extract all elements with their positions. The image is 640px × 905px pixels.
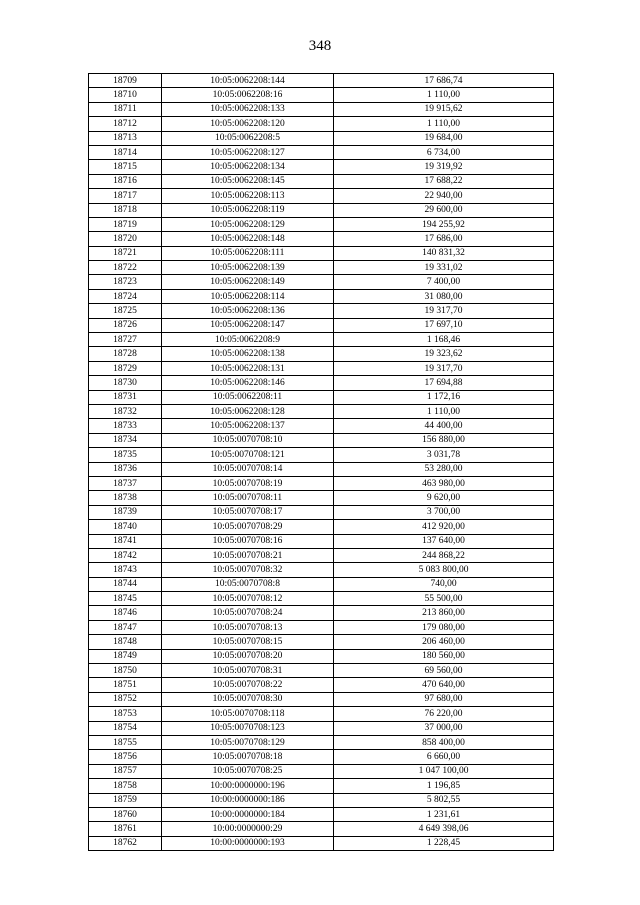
cadastral-number-cell: 10:05:0070708:10 <box>162 433 334 447</box>
table-row <box>89 577 554 591</box>
row-number-cell: 18742 <box>89 548 162 562</box>
table-row <box>89 750 554 764</box>
table-row <box>89 404 554 418</box>
table-row <box>89 390 554 404</box>
value-cell: 19 317,70 <box>334 304 554 318</box>
table-row <box>89 174 554 188</box>
row-number-cell: 18733 <box>89 419 162 433</box>
table-row <box>89 88 554 102</box>
cadastral-number-cell: 10:05:0062208:114 <box>162 289 334 303</box>
table-row <box>89 635 554 649</box>
value-cell: 1 231,61 <box>334 807 554 821</box>
cadastral-number-cell: 10:05:0062208:9 <box>162 333 334 347</box>
row-number-cell: 18732 <box>89 404 162 418</box>
cadastral-number-cell: 10:05:0070708:29 <box>162 520 334 534</box>
value-cell: 37 000,00 <box>334 721 554 735</box>
value-cell: 1 168,46 <box>334 333 554 347</box>
table-row <box>89 721 554 735</box>
cadastral-number-cell: 10:05:0070708:15 <box>162 635 334 649</box>
row-number-cell: 18752 <box>89 692 162 706</box>
row-number-cell: 18716 <box>89 174 162 188</box>
row-number-cell: 18713 <box>89 131 162 145</box>
cadastral-number-cell: 10:05:0062208:137 <box>162 419 334 433</box>
cadastral-number-cell: 10:05:0070708:118 <box>162 707 334 721</box>
cadastral-number-cell: 10:00:0000000:184 <box>162 807 334 821</box>
row-number-cell: 18743 <box>89 563 162 577</box>
value-cell: 858 400,00 <box>334 735 554 749</box>
row-number-cell: 18736 <box>89 462 162 476</box>
cadastral-number-cell: 10:05:0062208:113 <box>162 189 334 203</box>
table-row <box>89 620 554 634</box>
table-row <box>89 433 554 447</box>
row-number-cell: 18727 <box>89 333 162 347</box>
table-row <box>89 304 554 318</box>
table-row <box>89 102 554 116</box>
value-cell: 19 915,62 <box>334 102 554 116</box>
value-cell: 180 560,00 <box>334 649 554 663</box>
row-number-cell: 18760 <box>89 807 162 821</box>
value-cell: 55 500,00 <box>334 592 554 606</box>
cadastral-number-cell: 10:05:0070708:16 <box>162 534 334 548</box>
row-number-cell: 18735 <box>89 448 162 462</box>
row-number-cell: 18720 <box>89 232 162 246</box>
table-row <box>89 836 554 850</box>
cadastral-number-cell: 10:05:0062208:5 <box>162 131 334 145</box>
cadastral-number-cell: 10:05:0070708:121 <box>162 448 334 462</box>
value-cell: 3 700,00 <box>334 505 554 519</box>
value-cell: 740,00 <box>334 577 554 591</box>
value-cell: 463 980,00 <box>334 476 554 490</box>
cadastral-number-cell: 10:05:0062208:145 <box>162 174 334 188</box>
cadastral-number-cell: 10:05:0070708:8 <box>162 577 334 591</box>
cadastral-number-cell: 10:05:0062208:16 <box>162 88 334 102</box>
value-cell: 7 400,00 <box>334 275 554 289</box>
table-row <box>89 203 554 217</box>
row-number-cell: 18753 <box>89 707 162 721</box>
cadastral-number-cell: 10:05:0062208:129 <box>162 217 334 231</box>
value-cell: 1 110,00 <box>334 117 554 131</box>
value-cell: 140 831,32 <box>334 246 554 260</box>
table-row <box>89 764 554 778</box>
value-cell: 19 684,00 <box>334 131 554 145</box>
cadastral-number-cell: 10:00:0000000:193 <box>162 836 334 850</box>
table-body <box>89 74 554 851</box>
cadastral-number-cell: 10:05:0062208:148 <box>162 232 334 246</box>
row-number-cell: 18726 <box>89 318 162 332</box>
row-number-cell: 18759 <box>89 793 162 807</box>
table-row <box>89 74 554 88</box>
table-row <box>89 707 554 721</box>
row-number-cell: 18744 <box>89 577 162 591</box>
row-number-cell: 18728 <box>89 347 162 361</box>
value-cell: 22 940,00 <box>334 189 554 203</box>
table-row <box>89 563 554 577</box>
row-number-cell: 18709 <box>89 74 162 88</box>
cadastral-number-cell: 10:05:0070708:22 <box>162 678 334 692</box>
value-cell: 19 319,92 <box>334 160 554 174</box>
cadastral-number-cell: 10:05:0062208:119 <box>162 203 334 217</box>
value-cell: 194 255,92 <box>334 217 554 231</box>
cadastral-number-cell: 10:05:0062208:134 <box>162 160 334 174</box>
cadastral-number-cell: 10:05:0070708:32 <box>162 563 334 577</box>
table-row <box>89 347 554 361</box>
cadastral-number-cell: 10:05:0062208:139 <box>162 261 334 275</box>
value-cell: 1 228,45 <box>334 836 554 850</box>
row-number-cell: 18757 <box>89 764 162 778</box>
row-number-cell: 18730 <box>89 376 162 390</box>
data-table <box>88 73 554 851</box>
value-cell: 31 080,00 <box>334 289 554 303</box>
table-row <box>89 361 554 375</box>
row-number-cell: 18747 <box>89 620 162 634</box>
table-row <box>89 491 554 505</box>
row-number-cell: 18725 <box>89 304 162 318</box>
value-cell: 17 694,88 <box>334 376 554 390</box>
cadastral-number-cell: 10:05:0062208:133 <box>162 102 334 116</box>
value-cell: 1 110,00 <box>334 88 554 102</box>
cadastral-number-cell: 10:00:0000000:186 <box>162 793 334 807</box>
value-cell: 6 734,00 <box>334 145 554 159</box>
value-cell: 3 031,78 <box>334 448 554 462</box>
row-number-cell: 18729 <box>89 361 162 375</box>
cadastral-number-cell: 10:05:0070708:19 <box>162 476 334 490</box>
cadastral-number-cell: 10:05:0070708:11 <box>162 491 334 505</box>
cadastral-number-cell: 10:05:0062208:128 <box>162 404 334 418</box>
table-row <box>89 189 554 203</box>
value-cell: 17 686,00 <box>334 232 554 246</box>
cadastral-number-cell: 10:05:0062208:146 <box>162 376 334 390</box>
table-row <box>89 592 554 606</box>
value-cell: 17 686,74 <box>334 74 554 88</box>
row-number-cell: 18721 <box>89 246 162 260</box>
table-row <box>89 145 554 159</box>
value-cell: 17 697,10 <box>334 318 554 332</box>
row-number-cell: 18746 <box>89 606 162 620</box>
row-number-cell: 18723 <box>89 275 162 289</box>
row-number-cell: 18724 <box>89 289 162 303</box>
table-row <box>89 376 554 390</box>
value-cell: 470 640,00 <box>334 678 554 692</box>
value-cell: 1 196,85 <box>334 779 554 793</box>
cadastral-number-cell: 10:05:0070708:17 <box>162 505 334 519</box>
row-number-cell: 18740 <box>89 520 162 534</box>
row-number-cell: 18754 <box>89 721 162 735</box>
cadastral-number-cell: 10:05:0062208:136 <box>162 304 334 318</box>
value-cell: 19 323,62 <box>334 347 554 361</box>
cadastral-number-cell: 10:05:0062208:11 <box>162 390 334 404</box>
value-cell: 156 880,00 <box>334 433 554 447</box>
table-row <box>89 735 554 749</box>
cadastral-number-cell: 10:05:0062208:138 <box>162 347 334 361</box>
table-row <box>89 333 554 347</box>
table-row <box>89 520 554 534</box>
cadastral-number-cell: 10:05:0070708:21 <box>162 548 334 562</box>
cadastral-number-cell: 10:05:0070708:129 <box>162 735 334 749</box>
row-number-cell: 18722 <box>89 261 162 275</box>
table-row <box>89 448 554 462</box>
cadastral-number-cell: 10:00:0000000:196 <box>162 779 334 793</box>
table-row <box>89 261 554 275</box>
table-row <box>89 462 554 476</box>
table-row <box>89 289 554 303</box>
cadastral-number-cell: 10:05:0070708:31 <box>162 664 334 678</box>
cadastral-number-cell: 10:00:0000000:29 <box>162 822 334 836</box>
row-number-cell: 18748 <box>89 635 162 649</box>
table-row <box>89 505 554 519</box>
value-cell: 244 868,22 <box>334 548 554 562</box>
table-row <box>89 649 554 663</box>
row-number-cell: 18751 <box>89 678 162 692</box>
table-row <box>89 534 554 548</box>
table-row <box>89 793 554 807</box>
cadastral-number-cell: 10:05:0070708:18 <box>162 750 334 764</box>
value-cell: 97 680,00 <box>334 692 554 706</box>
row-number-cell: 18714 <box>89 145 162 159</box>
table-row <box>89 275 554 289</box>
row-number-cell: 18734 <box>89 433 162 447</box>
row-number-cell: 18739 <box>89 505 162 519</box>
value-cell: 1 110,00 <box>334 404 554 418</box>
value-cell: 69 560,00 <box>334 664 554 678</box>
table-row <box>89 822 554 836</box>
table-row <box>89 779 554 793</box>
row-number-cell: 18755 <box>89 735 162 749</box>
row-number-cell: 18741 <box>89 534 162 548</box>
value-cell: 19 317,70 <box>334 361 554 375</box>
value-cell: 17 688,22 <box>334 174 554 188</box>
row-number-cell: 18711 <box>89 102 162 116</box>
value-cell: 5 083 800,00 <box>334 563 554 577</box>
page-number: 348 <box>308 38 332 54</box>
table-row <box>89 117 554 131</box>
cadastral-number-cell: 10:05:0070708:24 <box>162 606 334 620</box>
value-cell: 1 172,16 <box>334 390 554 404</box>
value-cell: 213 860,00 <box>334 606 554 620</box>
value-cell: 44 400,00 <box>334 419 554 433</box>
row-number-cell: 18738 <box>89 491 162 505</box>
row-number-cell: 18745 <box>89 592 162 606</box>
table-row <box>89 606 554 620</box>
row-number-cell: 18731 <box>89 390 162 404</box>
row-number-cell: 18719 <box>89 217 162 231</box>
table-row <box>89 476 554 490</box>
value-cell: 1 047 100,00 <box>334 764 554 778</box>
table-row <box>89 318 554 332</box>
value-cell: 206 460,00 <box>334 635 554 649</box>
row-number-cell: 18715 <box>89 160 162 174</box>
cadastral-number-cell: 10:05:0070708:13 <box>162 620 334 634</box>
row-number-cell: 18712 <box>89 117 162 131</box>
cadastral-number-cell: 10:05:0062208:131 <box>162 361 334 375</box>
cadastral-number-cell: 10:05:0070708:12 <box>162 592 334 606</box>
cadastral-number-cell: 10:05:0070708:123 <box>162 721 334 735</box>
table-row <box>89 160 554 174</box>
row-number-cell: 18756 <box>89 750 162 764</box>
row-number-cell: 18718 <box>89 203 162 217</box>
value-cell: 19 331,02 <box>334 261 554 275</box>
cadastral-number-cell: 10:05:0070708:30 <box>162 692 334 706</box>
row-number-cell: 18737 <box>89 476 162 490</box>
cadastral-number-cell: 10:05:0062208:149 <box>162 275 334 289</box>
value-cell: 53 280,00 <box>334 462 554 476</box>
value-cell: 29 600,00 <box>334 203 554 217</box>
cadastral-number-cell: 10:05:0062208:111 <box>162 246 334 260</box>
table-row <box>89 246 554 260</box>
cadastral-number-cell: 10:05:0062208:120 <box>162 117 334 131</box>
row-number-cell: 18717 <box>89 189 162 203</box>
cadastral-number-cell: 10:05:0070708:14 <box>162 462 334 476</box>
value-cell: 179 080,00 <box>334 620 554 634</box>
cadastral-number-cell: 10:05:0070708:20 <box>162 649 334 663</box>
table-row <box>89 807 554 821</box>
table-row <box>89 548 554 562</box>
cadastral-number-cell: 10:05:0062208:127 <box>162 145 334 159</box>
value-cell: 412 920,00 <box>334 520 554 534</box>
cadastral-number-cell: 10:05:0062208:144 <box>162 74 334 88</box>
cadastral-number-cell: 10:05:0062208:147 <box>162 318 334 332</box>
table-row <box>89 131 554 145</box>
row-number-cell: 18749 <box>89 649 162 663</box>
row-number-cell: 18762 <box>89 836 162 850</box>
row-number-cell: 18750 <box>89 664 162 678</box>
value-cell: 76 220,00 <box>334 707 554 721</box>
table-row <box>89 232 554 246</box>
table-row <box>89 664 554 678</box>
value-cell: 6 660,00 <box>334 750 554 764</box>
value-cell: 4 649 398,06 <box>334 822 554 836</box>
cadastral-number-cell: 10:05:0070708:25 <box>162 764 334 778</box>
value-cell: 5 802,55 <box>334 793 554 807</box>
row-number-cell: 18761 <box>89 822 162 836</box>
row-number-cell: 18758 <box>89 779 162 793</box>
value-cell: 9 620,00 <box>334 491 554 505</box>
value-cell: 137 640,00 <box>334 534 554 548</box>
table-row <box>89 678 554 692</box>
table-row <box>89 419 554 433</box>
table-row <box>89 217 554 231</box>
row-number-cell: 18710 <box>89 88 162 102</box>
table-row <box>89 692 554 706</box>
